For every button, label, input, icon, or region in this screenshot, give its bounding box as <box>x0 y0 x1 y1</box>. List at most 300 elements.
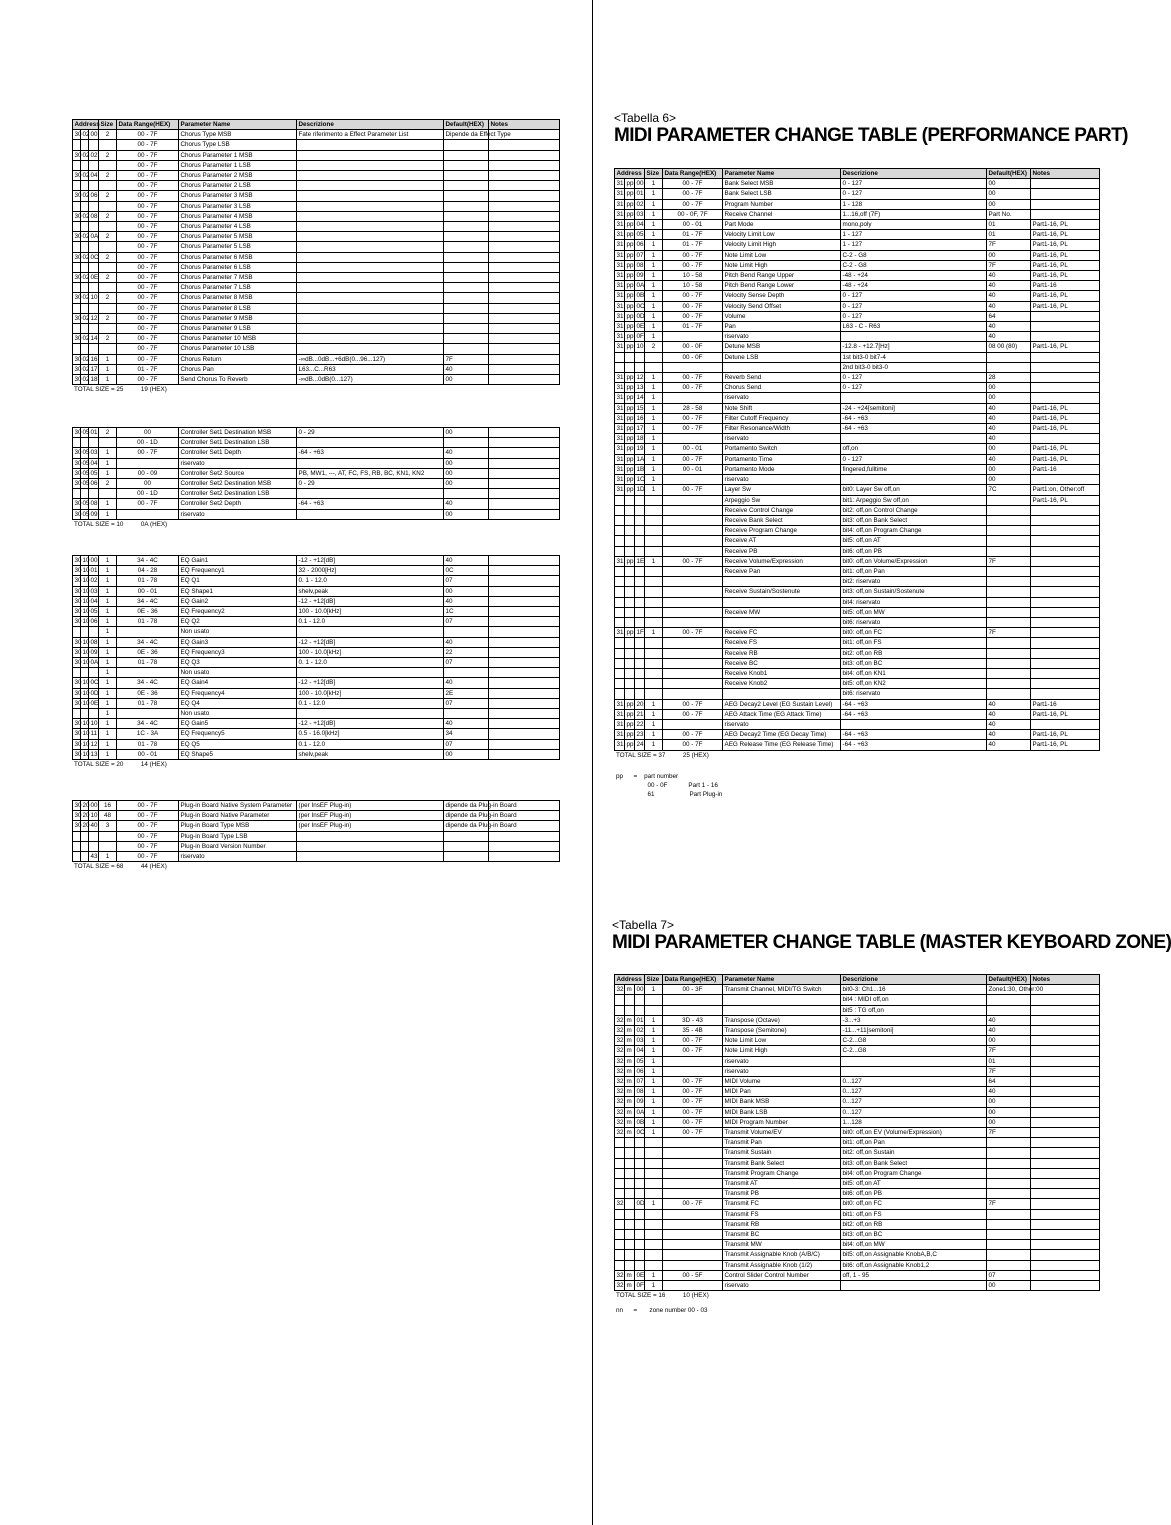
default-hex <box>987 638 1031 648</box>
addr-hi <box>615 566 625 576</box>
column-header: Parameter Name <box>723 169 841 179</box>
default-hex <box>987 607 1031 617</box>
data-range: 00 - 7F <box>117 303 179 313</box>
parameter-name: Receive BC <box>723 658 841 668</box>
notes <box>1031 1270 1100 1280</box>
addr-mid <box>625 658 635 668</box>
addr-mid: pp <box>626 404 634 412</box>
addr-hi: 31 <box>616 272 624 280</box>
default-hex <box>444 283 489 293</box>
size <box>645 536 663 546</box>
size: 1 <box>99 749 117 759</box>
addr-lo <box>635 1148 645 1158</box>
descrizione <box>841 719 987 729</box>
table-row <box>73 729 560 739</box>
table-header-row <box>615 975 1100 985</box>
descrizione: 1...128 <box>841 1117 987 1127</box>
default-hex <box>444 242 489 252</box>
addr-hi: 31 <box>616 384 624 392</box>
size <box>99 140 117 150</box>
addr-lo <box>89 262 99 272</box>
addr-hi <box>73 181 81 191</box>
data-range: 00 - 7F <box>117 232 179 242</box>
data-range <box>663 1189 723 1199</box>
table-row <box>615 1270 1100 1280</box>
addr-lo: 05 <box>636 231 644 239</box>
addr-hi <box>615 995 625 1005</box>
addr-lo: 0E <box>90 274 99 282</box>
data-range: 00 - 5F <box>663 1270 723 1280</box>
data-range: 10 - 58 <box>663 271 723 281</box>
addr-lo: 09 <box>636 272 644 280</box>
notes <box>1031 1015 1100 1025</box>
parameter-name: EQ Gain1 <box>179 556 297 566</box>
total-size-line <box>72 862 560 871</box>
default-hex <box>987 995 1031 1005</box>
notes <box>489 556 560 566</box>
parameter-name: Receive MW <box>723 607 841 617</box>
data-range: 00 - 7F <box>117 252 179 262</box>
notes <box>489 313 560 323</box>
addr-hi: 31 <box>616 445 624 453</box>
table-row <box>73 719 560 729</box>
addr-hi: 32 <box>616 1067 624 1075</box>
notes: Part1-16, PL <box>1031 709 1100 719</box>
addr-hi: 31 <box>616 486 624 494</box>
notes <box>489 852 560 862</box>
data-range: 00 - 7F <box>663 1036 723 1046</box>
notes: Part1-16, PL <box>1031 291 1100 301</box>
addr-mid <box>625 1138 635 1148</box>
addr-hi <box>615 648 625 658</box>
default-hex <box>987 679 1031 689</box>
table-row <box>615 1209 1100 1219</box>
descrizione <box>297 222 444 232</box>
data-range: 00 - 7F <box>117 262 179 272</box>
data-range <box>663 1281 723 1291</box>
descrizione: -3...+3 <box>841 1015 987 1025</box>
table-row <box>615 566 1100 576</box>
column-header: Address <box>615 169 645 179</box>
table-row <box>615 454 1100 464</box>
addr-mid <box>625 638 635 648</box>
notes <box>489 458 560 468</box>
notes <box>489 658 560 668</box>
addr-hi: 32 <box>616 986 624 994</box>
addr-lo <box>89 668 99 678</box>
default-hex <box>444 211 489 221</box>
addr-hi: 32 <box>616 1027 624 1035</box>
notes <box>489 668 560 678</box>
addr-mid: pp <box>626 455 634 463</box>
size: 1 <box>645 485 663 495</box>
addr-mid: pp <box>626 710 634 718</box>
default-hex <box>444 222 489 232</box>
table-row <box>615 403 1100 413</box>
addr-mid: m <box>625 1046 635 1056</box>
descrizione: C-2...G8 <box>841 1046 987 1056</box>
size <box>99 438 117 448</box>
table-row <box>73 688 560 698</box>
addr-lo: 1B <box>636 465 645 473</box>
default-hex: 00 <box>987 1281 1031 1291</box>
notes <box>489 211 560 221</box>
addr-hi <box>615 1189 625 1199</box>
table-row <box>615 985 1100 995</box>
addr-mid: m <box>625 1026 635 1036</box>
parameter-name: MIDI Pan <box>723 1087 841 1097</box>
addr-lo: 0B <box>636 292 645 300</box>
column-header: Notes <box>1031 169 1100 179</box>
addr-mid: 20 <box>82 822 90 830</box>
descrizione: bit4: riservato <box>841 597 987 607</box>
parameter-name: EQ Gain5 <box>179 719 297 729</box>
notes <box>489 171 560 181</box>
data-range: 00 - 7F <box>663 424 723 434</box>
size: 1 <box>645 709 663 719</box>
addr-hi: 32 <box>616 1098 624 1106</box>
table-row <box>73 293 560 303</box>
data-range: 00 - 7F <box>663 628 723 638</box>
addr-hi: 30 <box>74 720 82 728</box>
size: 1 <box>99 668 117 678</box>
total-hex: 14 (HEX) <box>140 761 167 769</box>
addr-mid: pp <box>626 231 634 239</box>
descrizione: -11...+11[semitoni] <box>841 1026 987 1036</box>
notes <box>489 729 560 739</box>
descrizione: bit4: off,on Program Change <box>841 1168 987 1178</box>
addr-mid: 10 <box>82 679 90 687</box>
addr-mid: m <box>625 1107 635 1117</box>
descrizione: bit1: Arpeggio Sw off,on <box>841 495 987 505</box>
addr-mid: pp <box>626 557 634 565</box>
table-row <box>615 1097 1100 1107</box>
notes <box>1031 189 1100 199</box>
column-header: Data Range(HEX) <box>117 120 179 130</box>
table-row <box>73 211 560 221</box>
size <box>645 1005 663 1015</box>
default-hex: Dipende da Effect Type <box>445 131 511 139</box>
addr-lo: 1A <box>636 455 645 463</box>
notes <box>489 688 560 698</box>
page-divider <box>592 0 593 1525</box>
data-range: 04 - 28 <box>117 566 179 576</box>
descrizione <box>297 831 444 841</box>
default-hex: 40 <box>444 678 489 688</box>
data-range: 01 - 78 <box>117 658 179 668</box>
addr-lo: 0A <box>636 282 645 290</box>
tabella-7-heading <box>612 918 1171 954</box>
addr-mid: pp <box>626 200 634 208</box>
table-row <box>73 749 560 759</box>
data-range: 00 <box>117 479 179 489</box>
parameter-name: Plug-in Board Type MSB <box>179 821 297 831</box>
data-range: 00 - 1D <box>117 438 179 448</box>
addr-lo <box>635 668 645 678</box>
table-row <box>615 342 1100 352</box>
addr-mid: 02 <box>82 335 90 343</box>
table-row <box>615 281 1100 291</box>
parameter-name: Controller Set1 Destination LSB <box>179 438 297 448</box>
addr-mid: m <box>625 985 635 995</box>
parameter-name: Receive Channel <box>723 209 841 219</box>
addr-lo: 08 <box>90 638 98 646</box>
table-row <box>615 1087 1100 1097</box>
size: 1 <box>645 1087 663 1097</box>
data-range <box>663 536 723 546</box>
table-row <box>615 648 1100 658</box>
size: 2 <box>99 334 117 344</box>
addr-mid <box>625 1179 635 1189</box>
addr-mid: 10 <box>82 730 90 738</box>
addr-mid <box>81 160 89 170</box>
parameter-name: Program Number <box>723 199 841 209</box>
table-row <box>615 719 1100 729</box>
addr-hi <box>73 242 81 252</box>
addr-hi <box>73 303 81 313</box>
default-hex <box>444 273 489 283</box>
addr-mid <box>81 668 89 678</box>
notes <box>489 566 560 576</box>
table-row <box>73 831 560 841</box>
addr-hi: 30 <box>74 192 82 200</box>
table-row <box>615 230 1100 240</box>
addr-mid: pp <box>626 302 634 310</box>
table-row <box>615 424 1100 434</box>
parameter-name: Note Limit High <box>723 1046 841 1056</box>
data-range <box>117 668 179 678</box>
descrizione: 0 - 127 <box>841 311 987 321</box>
parameter-name: EQ Frequency5 <box>179 729 297 739</box>
addr-hi <box>615 1179 625 1189</box>
data-range: 00 - 01 <box>663 444 723 454</box>
table-row <box>73 428 560 438</box>
addr-lo: 05 <box>636 1057 644 1065</box>
default-hex: 00 <box>987 444 1031 454</box>
size <box>645 1148 663 1158</box>
data-range: 00 - 7F <box>117 150 179 160</box>
descrizione <box>297 709 444 719</box>
data-range <box>663 668 723 678</box>
size: 1 <box>645 413 663 423</box>
data-range: 00 - 0F <box>663 342 723 352</box>
table-row <box>615 495 1100 505</box>
parameter-name: Receive PB <box>723 546 841 556</box>
addr-mid: pp <box>626 251 634 259</box>
size: 1 <box>645 1281 663 1291</box>
addr-lo: 06 <box>90 480 98 488</box>
notes: Part1-16, PL <box>1031 444 1100 454</box>
addr-lo: 0D <box>90 689 99 697</box>
addr-hi <box>615 689 625 699</box>
size <box>99 324 117 334</box>
addr-hi: 30 <box>74 699 82 707</box>
table-row <box>615 362 1100 372</box>
data-range <box>663 658 723 668</box>
addr-mid <box>625 1230 635 1240</box>
data-range: 01 - 78 <box>117 576 179 586</box>
descrizione <box>297 283 444 293</box>
descrizione <box>297 232 444 242</box>
addr-hi: 30 <box>74 365 82 373</box>
size <box>645 679 663 689</box>
parameter-name: Note Limit High <box>723 260 841 270</box>
total-size-line <box>614 751 1100 760</box>
default-hex <box>987 495 1031 505</box>
addr-mid: 02 <box>82 131 90 139</box>
size: 1 <box>645 740 663 750</box>
descrizione: 0...127 <box>841 1087 987 1097</box>
data-range: 00 - 7F <box>663 709 723 719</box>
size <box>99 242 117 252</box>
addr-mid <box>625 617 635 627</box>
addr-hi: 30 <box>74 822 82 830</box>
size: 1 <box>645 403 663 413</box>
addr-hi <box>615 1158 625 1168</box>
parameter-name: Chorus Parameter 8 LSB <box>179 303 297 313</box>
parameter-name: EQ Frequency3 <box>179 647 297 657</box>
addr-mid <box>81 303 89 313</box>
descrizione <box>297 627 444 637</box>
size: 1 <box>645 1199 663 1209</box>
addr-lo: 1F <box>636 629 644 637</box>
addr-mid <box>625 505 635 515</box>
descrizione <box>297 160 444 170</box>
default-hex <box>987 1168 1031 1178</box>
parameter-name: Controller Set2 Destination LSB <box>179 489 297 499</box>
parameter-name: Reverb Send <box>723 373 841 383</box>
default-hex <box>987 1260 1031 1270</box>
table-row <box>73 334 560 344</box>
addr-lo: 0F <box>636 333 644 341</box>
addr-hi: 32 <box>616 1282 624 1290</box>
descrizione: (per InsEF Plug-in) <box>297 821 444 831</box>
parameter-name: Chorus Parameter 10 LSB <box>179 344 297 354</box>
table-row <box>615 373 1100 383</box>
column-header: Notes <box>489 120 560 130</box>
notes: Part1-16 <box>1031 699 1100 709</box>
notes <box>1031 1189 1100 1199</box>
addr-mid: pp <box>626 323 634 331</box>
default-hex <box>987 362 1031 372</box>
table-row <box>73 468 560 478</box>
addr-hi: 31 <box>616 323 624 331</box>
parameter-name: AEG Attack Time (EG Attack Time) <box>723 709 841 719</box>
size: 1 <box>645 464 663 474</box>
addr-hi: 31 <box>616 404 624 412</box>
default-hex <box>444 489 489 499</box>
descrizione: -∞dB...0dB...+6dB(0...96...127) <box>297 354 444 364</box>
descrizione <box>297 211 444 221</box>
table-row <box>615 1168 1100 1178</box>
default-hex: 7F <box>444 354 489 364</box>
table-row <box>615 485 1100 495</box>
parameter-name: EQ Q2 <box>179 617 297 627</box>
table-row <box>73 375 560 385</box>
notes <box>489 354 560 364</box>
addr-hi: 31 <box>616 700 624 708</box>
size: 1 <box>99 556 117 566</box>
addr-lo: 04 <box>636 1047 644 1055</box>
size: 1 <box>99 448 117 458</box>
parameter-name: riservato <box>179 509 297 519</box>
parameter-name: Plug-in Board Type LSB <box>179 831 297 841</box>
addr-lo: 08 <box>90 212 98 220</box>
table-row <box>615 638 1100 648</box>
descrizione: bit3: off,on Sustain/Sostenute <box>841 587 987 597</box>
descrizione: 32 - 2000[Hz] <box>297 566 444 576</box>
parameter-name: Velocity Send Offset <box>723 301 841 311</box>
parameter-name: Note Limit Low <box>723 250 841 260</box>
default-hex <box>987 1250 1031 1260</box>
table-header-row <box>615 169 1100 179</box>
descrizione: bit5: off,on KN2 <box>841 679 987 689</box>
addr-mid <box>625 1158 635 1168</box>
column-header: Default(HEX) <box>987 169 1031 179</box>
parameter-name: riservato <box>723 393 841 403</box>
data-range: 0E - 36 <box>117 647 179 657</box>
table-row <box>73 617 560 627</box>
addr-lo <box>635 515 645 525</box>
addr-hi <box>73 627 81 637</box>
data-range <box>663 648 723 658</box>
notes <box>1031 1066 1100 1076</box>
notes <box>489 698 560 708</box>
parameter-name: Controller Set2 Source <box>179 468 297 478</box>
notes <box>489 596 560 606</box>
default-hex: 00 <box>987 199 1031 209</box>
default-hex: 40 <box>987 699 1031 709</box>
addr-mid <box>625 607 635 617</box>
addr-hi: 31 <box>616 180 624 188</box>
parameter-name: Portamento Time <box>723 454 841 464</box>
notes <box>489 181 560 191</box>
table-row <box>615 1107 1100 1117</box>
parameter-name: Transmit Assignable Knob (A/B/C) <box>723 1250 841 1260</box>
data-range <box>663 1066 723 1076</box>
size <box>645 495 663 505</box>
default-hex <box>987 1230 1031 1240</box>
addr-mid: pp <box>626 180 634 188</box>
table-row <box>73 811 560 821</box>
notes <box>1031 597 1100 607</box>
descrizione: 0.1 - 12.0 <box>297 617 444 627</box>
addr-hi: 30 <box>74 740 82 748</box>
data-range: 00 - 3F <box>663 985 723 995</box>
addr-mid: 02 <box>82 192 90 200</box>
size: 1 <box>645 730 663 740</box>
addr-hi <box>615 505 625 515</box>
addr-lo <box>89 222 99 232</box>
table-row <box>73 303 560 313</box>
data-range <box>663 1005 723 1015</box>
descrizione: bit1: off,on FS <box>841 638 987 648</box>
notes <box>489 160 560 170</box>
column-header: Size <box>645 169 663 179</box>
notes <box>489 468 560 478</box>
addr-lo: 20 <box>636 700 644 708</box>
addr-mid: m <box>625 1077 635 1087</box>
addr-lo <box>89 303 99 313</box>
size: 1 <box>645 434 663 444</box>
addr-mid <box>625 515 635 525</box>
default-hex: 0C <box>444 566 489 576</box>
descrizione: (per InsEF Plug-in) <box>297 801 444 811</box>
notes <box>489 489 560 499</box>
table-label: <Tabella 7> <box>612 918 675 932</box>
default-hex: 40 <box>987 434 1031 444</box>
addr-hi: 31 <box>616 435 624 443</box>
